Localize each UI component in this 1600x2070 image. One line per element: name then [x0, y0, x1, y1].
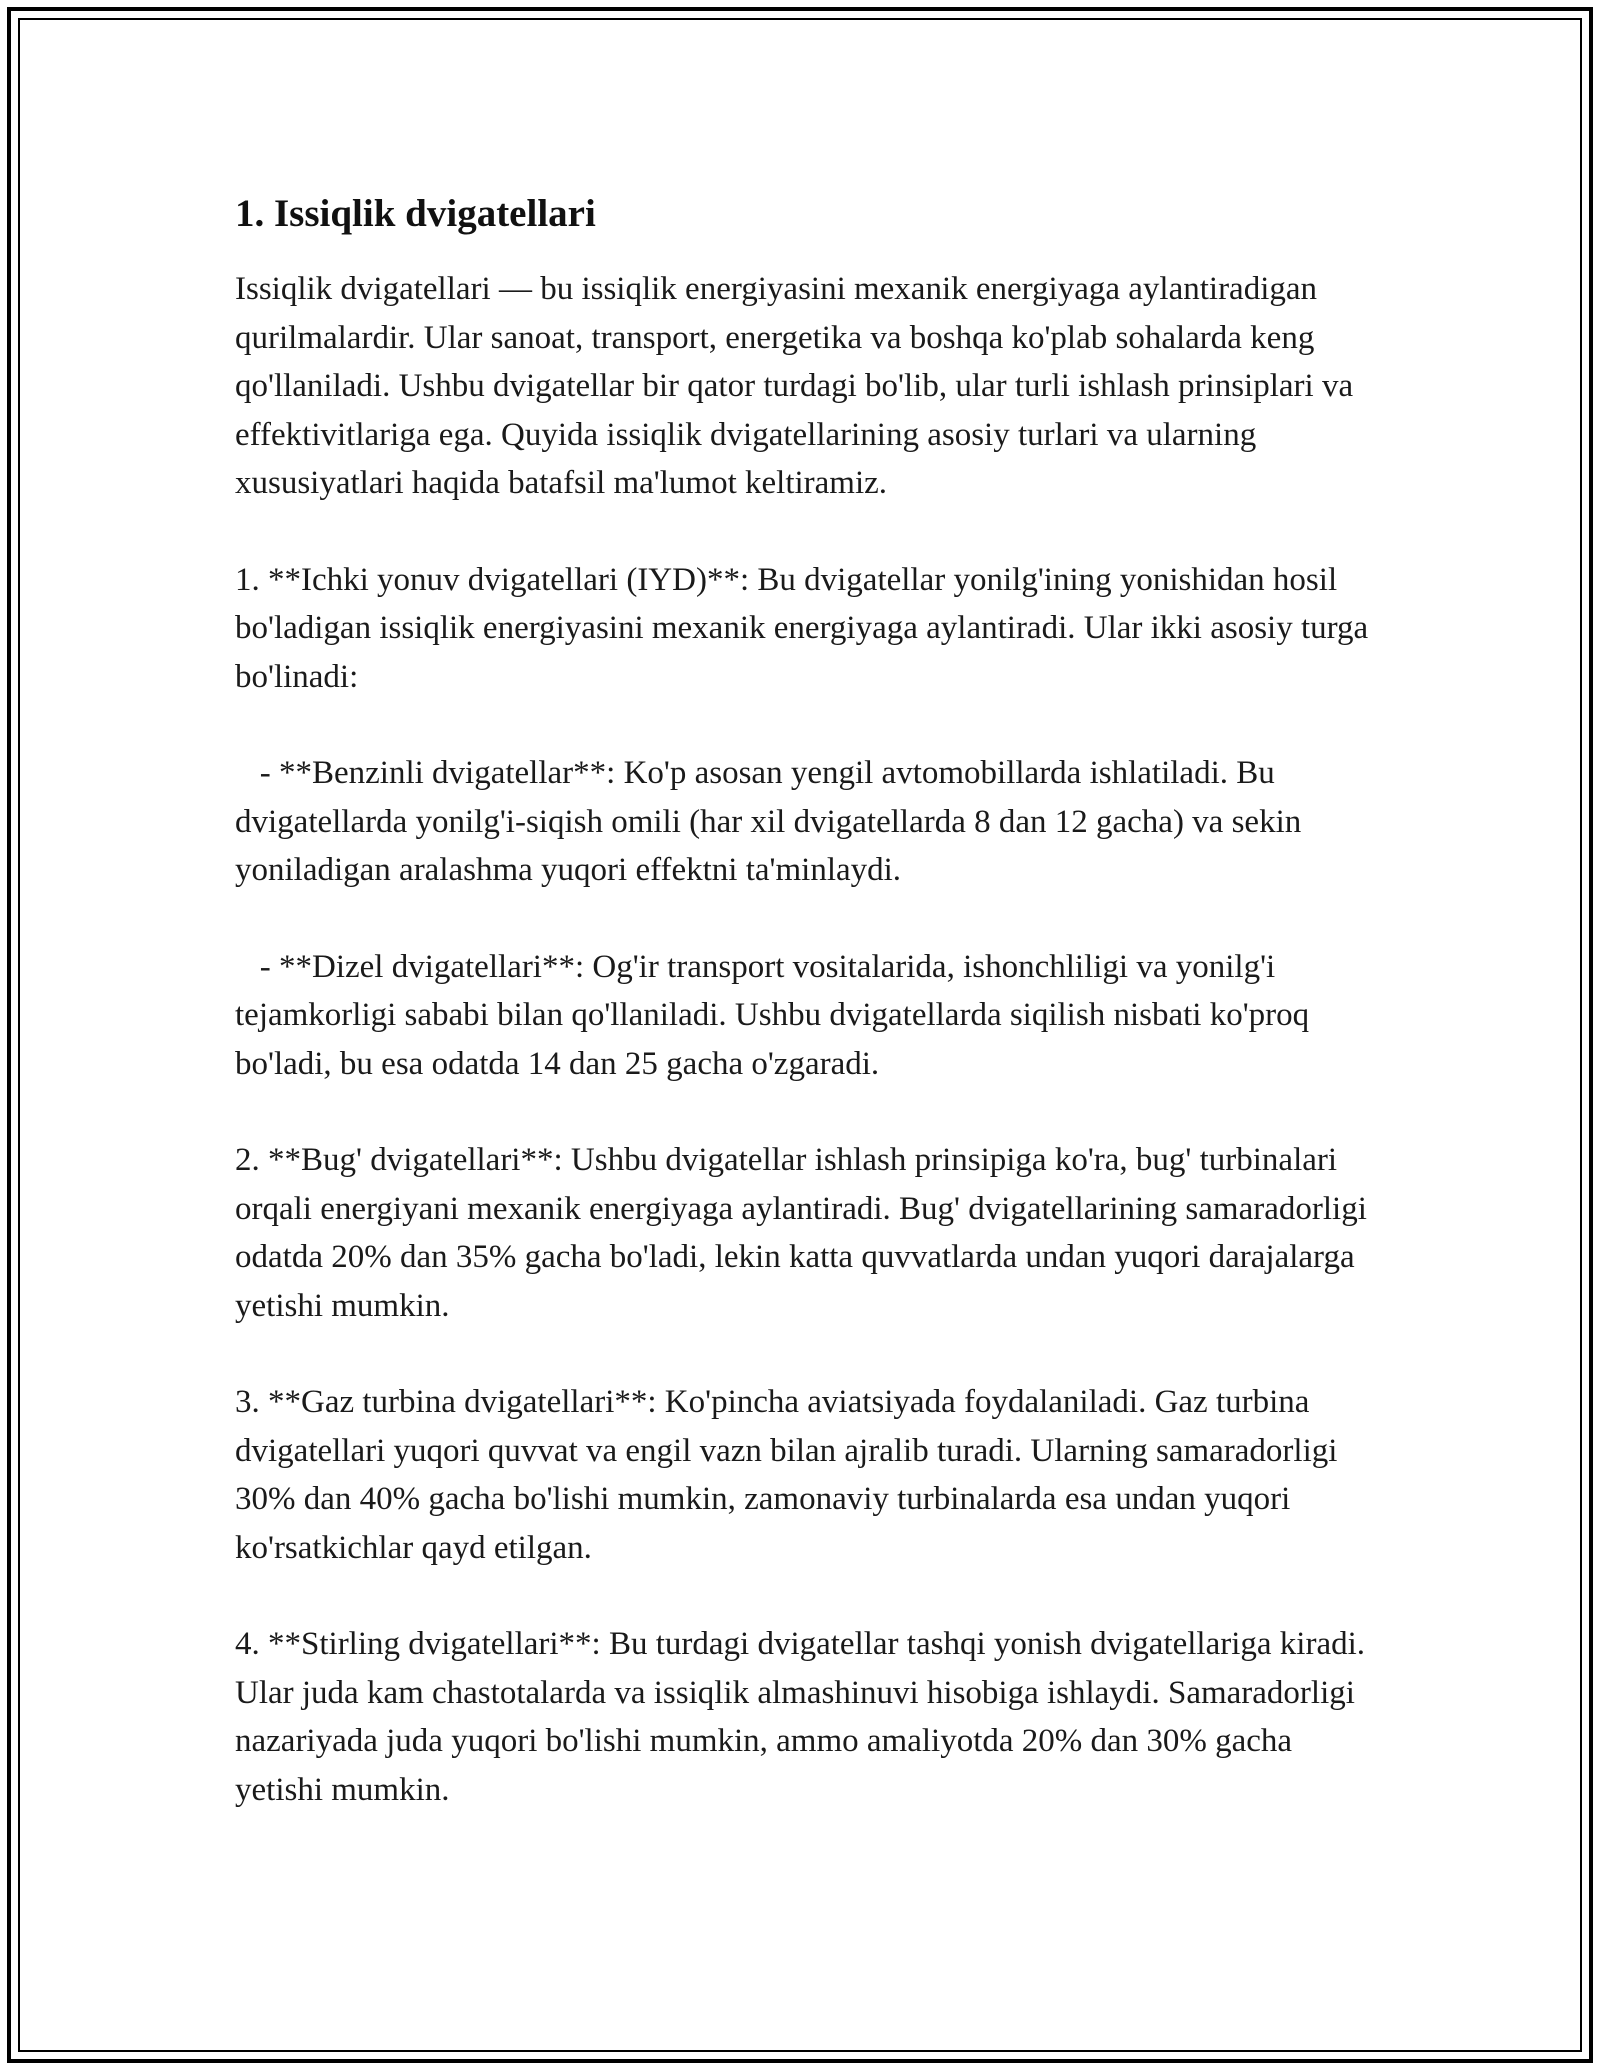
paragraph-ichki-yonuv: 1. **Ichki yonuv dvigatellari (IYD)**: Bu dvigatellar yonilg'ining yonishidan hosil bo'ladigan issiqlik energiyasini mexanik energiyaga aylantiradi. Ular ikki asosiy turga bo'linadi:	[235, 561, 1377, 695]
paragraph-gaz-turbina: 3. **Gaz turbina dvigatellari**: Ko'pincha aviatsiyada foydalaniladi. Gaz turbina dvigatellari yuqori quvvat va engil vazn bilan ajralib turadi. Ularning samaradorligi 30% dan 40% gacha bo'lishi mumkin, zamonaviy turbinalarda esa undan yuqori ko'rsatkichlar qayd etilgan.	[235, 1384, 1346, 1566]
paragraph-bug: 2. **Bug' dvigatellari**: Ushbu dvigatellar ishlash prinsipiga ko'ra, bug' turbinalari orqali energiyani mexanik energiyaga aylantiradi. Bug' dvigatellarining samaradorligi odatda 20% dan 35% gacha bo'ladi, lekin katta quvvatlarda undan yuqori darajalarga yetishi mumkin.	[235, 1142, 1376, 1324]
paragraph-stirling: 4. **Stirling dvigatellari**: Bu turdagi dvigatellar tashqi yonish dvigatellariga kiradi. Ular juda kam chastotalarda va issiqlik almashinuvi hisobiga ishlaydi. Samaradorligi nazariyada juda yuqori bo'lishi mumkin, ammo amaliyotda 20% dan 30% gacha yetishi mumkin.	[235, 1626, 1374, 1808]
document-body	[235, 185, 1375, 1862]
paragraph-benzinli: - **Benzinli dvigatellar**: Ko'p asosan yengil avtomobillarda ishlatiladi. Bu dvigatellarda yonilg'i-siqish omili (har xil dvigatellarda 8 dan 12 gacha) va sekin yoniladigan aralashma yuqori effektni ta'minlaydi.	[235, 755, 1310, 888]
paragraph-dizel: - **Dizel dvigatellari**: Og'ir transport vositalarida, ishonchliligi va yonilg'i tejamkorligi sababi bilan qo'llaniladi. Ushbu dvigatellarda siqilish nisbati ko'proq bo'ladi, bu esa odatda 14 dan 25 gacha o'zgaradi.	[235, 948, 1318, 1082]
intro-paragraph: Issiqlik dvigatellari — bu issiqlik energiyasini mexanik energiyaga aylantiradigan qurilmalardir. Ular sanoat, transport, energetika va boshqa ko'plab sohalarda keng qo'llaniladi. Ushbu dvigatellar bir qator turdagi bo'lib, ular turli ishlash prinsiplari va effektivitlariga ega. Quyida issiqlik dvigatellarining asosiy turlari va ularning xususiyatlari haqida batafsil ma'lumot keltiramiz.	[235, 271, 1362, 501]
document-heading: 1. Issiqlik dvigatellari	[235, 192, 596, 235]
